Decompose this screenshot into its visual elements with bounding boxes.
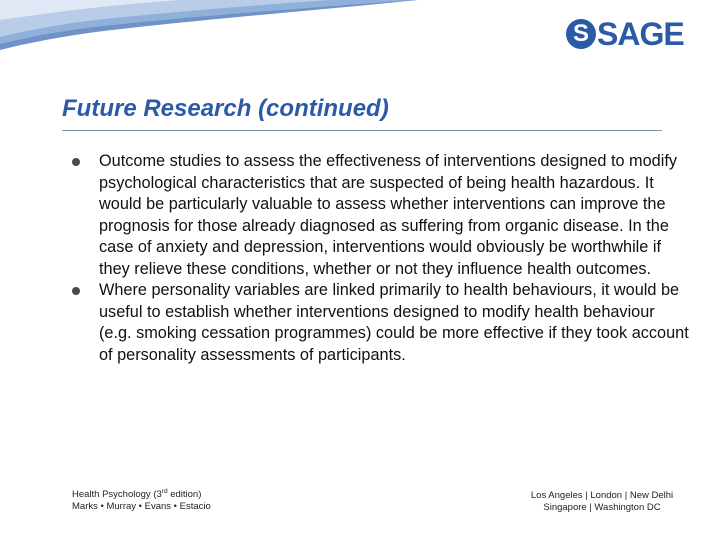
bullet-dot-icon <box>72 287 80 295</box>
book-title: Health Psychology (3 <box>72 489 162 501</box>
title-divider <box>62 130 662 131</box>
book-citation <box>72 486 211 513</box>
sage-logo-text: SAGE <box>597 16 684 52</box>
edition-superscript: rd <box>161 488 168 495</box>
publisher-locations <box>517 490 687 514</box>
bullet-text: Where personality variables are linked primarily to health behaviours, it would be useful to establish whether interventions designed to modify health behaviour (e.g. smoking cessation programmes) could be more effective if they took account of personality assessments of participants. <box>99 281 689 364</box>
book-title-line <box>72 486 211 501</box>
slide-title: Future Research (continued) <box>62 95 389 122</box>
bullet-item <box>72 280 690 366</box>
sage-logo <box>566 18 684 50</box>
bullet-list <box>72 151 690 366</box>
header-swoosh-decoration <box>0 0 560 80</box>
bullet-dot-icon <box>72 158 80 166</box>
locations-line-1: Los Angeles | London | New Delhi <box>530 490 674 501</box>
bullet-text: Outcome studies to assess the effectiveness of interventions designed to modify psychological characteristics that are suspected of being health hazardous. It would be particularly valuable to assess whether interventions can improve the prognosis for those already diagnosed as suffering from organic disease. In the case of anxiety and depression, interventions would obviously be worthwhile if they relieve these conditions, whether or not they influence health outcomes. <box>99 152 678 278</box>
bullet-item <box>72 151 690 280</box>
book-authors: Marks • Murray • Evans • Estacio <box>72 501 211 513</box>
sage-logo-mark: S <box>566 19 596 49</box>
locations-line-2: Singapore | Washington DC <box>543 502 661 513</box>
edition-suffix: edition) <box>167 489 202 501</box>
